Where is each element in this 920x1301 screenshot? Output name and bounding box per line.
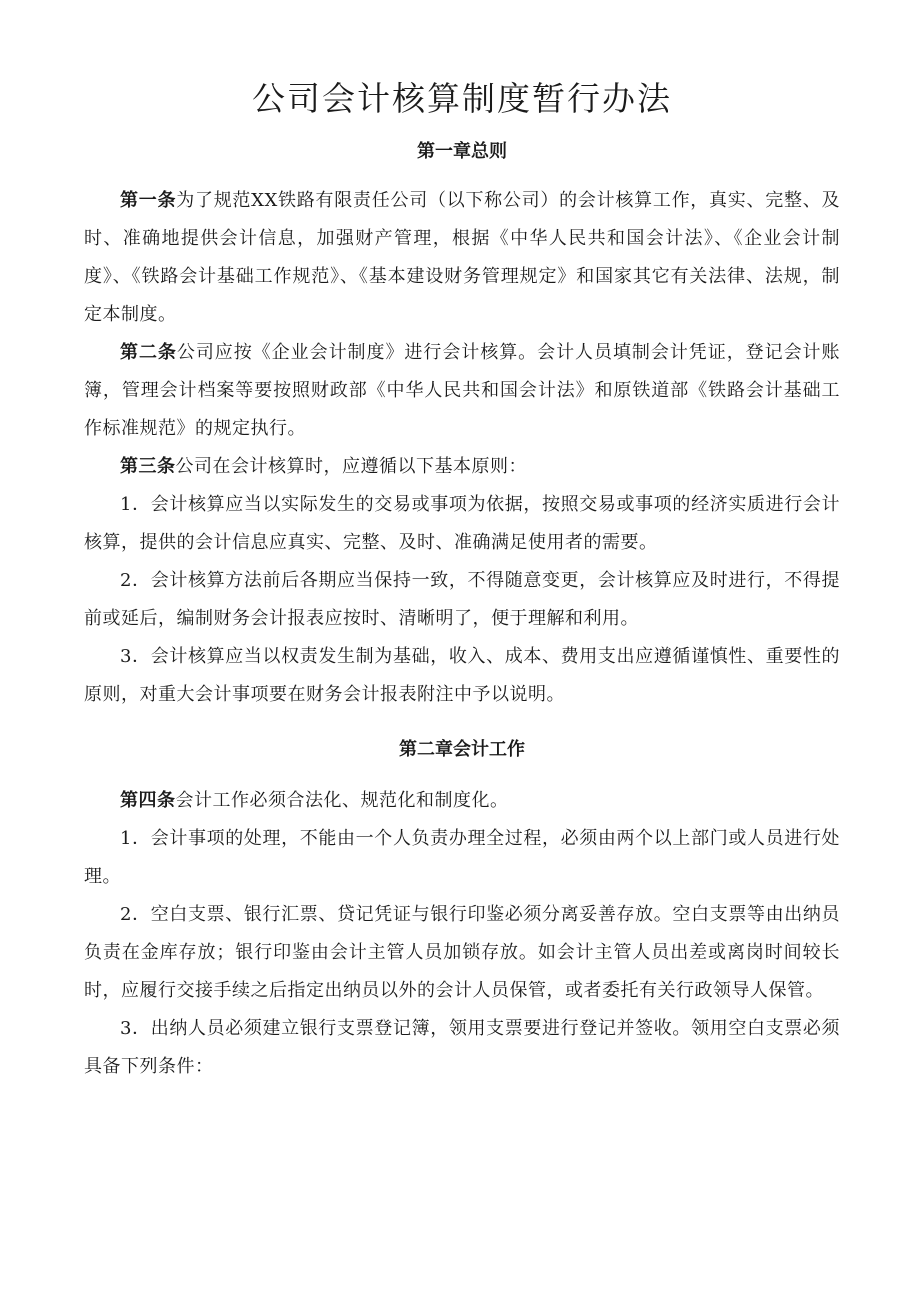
article-3-text: 公司在会计核算时，应遵循以下基本原则：	[175, 456, 527, 477]
document-page	[84, 72, 840, 1086]
article-2-label: 第二条	[120, 342, 177, 363]
article-3	[84, 448, 840, 486]
article-3-item-1: 1．会计核算应当以实际发生的交易或事项为依据，按照交易或事项的经济实质进行会计核算，提供的会计信息应真实、完整、及时、准确满足使用者的需要。	[84, 494, 840, 553]
article-4-item-1: 1．会计事项的处理，不能由一个人负责办理全过程，必须由两个以上部门或人员进行处理。	[84, 828, 840, 887]
article-3-label: 第三条	[120, 456, 176, 477]
article-4-text: 会计工作必须合法化、规范化和制度化。	[175, 790, 509, 811]
article-1-label: 第一条	[120, 190, 177, 211]
article-2	[84, 334, 840, 448]
article-1-text: 为了规范XX铁路有限责任公司（以下称公司）的会计核算工作，真实、完整、及时、准确地提供会计信息，加强财产管理，根据《中华人民共和国会计法》、《企业会计制度》、《铁路会计基础工作规范》、《基本建设财务管理规定》和国家其它有关法律、法规，制定本制度。	[84, 190, 840, 325]
article-3-item-3: 3．会计核算应当以权责发生制为基础，收入、成本、费用支出应遵循谨慎性、重要性的原则，对重大会计事项要在财务会计报表附注中予以说明。	[84, 646, 840, 705]
article-4-item-3: 3．出纳人员必须建立银行支票登记簿，领用支票要进行登记并签收。领用空白支票必须具备下列条件：	[84, 1018, 840, 1077]
article-4-item-2: 2．空白支票、银行汇票、贷记凭证与银行印鉴必须分离妥善存放。空白支票等由出纳员负责在金库存放；银行印鉴由会计主管人员加锁存放。如会计主管人员出差或离岗时间较长时，应履行交接手续之后指定出纳员以外的会计人员保管，或者委托有关行政领导人保管。	[84, 904, 840, 1001]
document-title: 公司会计核算制度暂行办法	[252, 79, 672, 118]
article-3-item-2: 2．会计核算方法前后各期应当保持一致，不得随意变更，会计核算应及时进行，不得提前或延后，编制财务会计报表应按时、清晰明了，便于理解和利用。	[84, 570, 840, 629]
article-4-label: 第四条	[120, 790, 176, 811]
chapter-1-heading: 第一章总则	[417, 141, 507, 162]
chapter-2-heading: 第二章会计工作	[399, 739, 525, 760]
article-4	[84, 782, 840, 820]
article-1	[84, 182, 840, 334]
article-2-text: 公司应按《企业会计制度》进行会计核算。会计人员填制会计凭证，登记会计账簿，管理会计档案等要按照财政部《中华人民共和国会计法》和原铁道部《铁路会计基础工作标准规范》的规定执行。	[84, 342, 841, 439]
